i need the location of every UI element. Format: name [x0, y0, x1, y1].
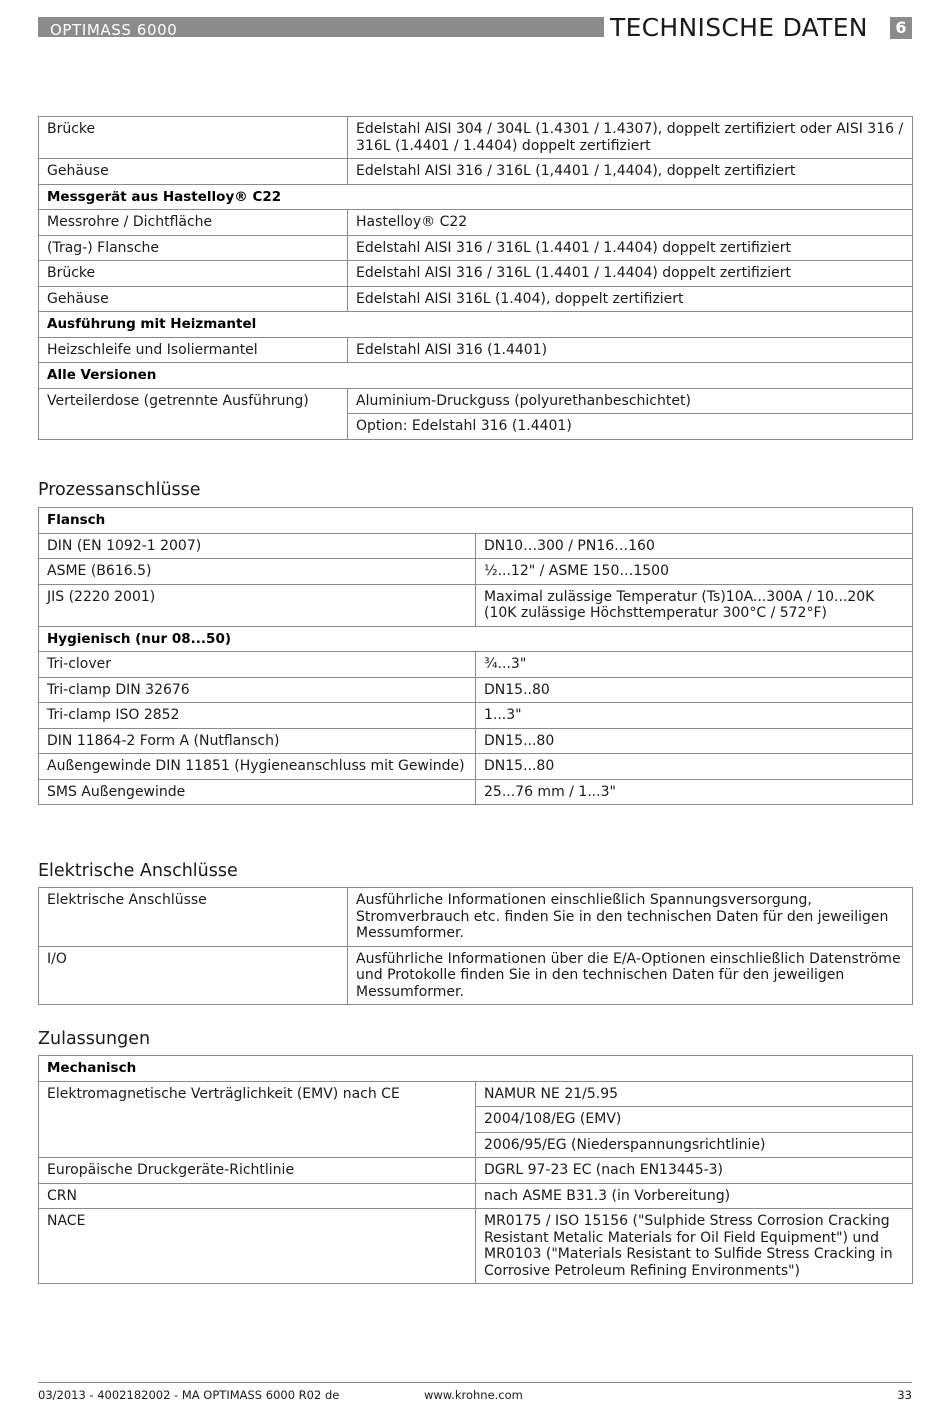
row-value: MR0175 / ISO 15156 ("Sulphide Stress Corrosion Cracking Resistant Metalic Materials for Oil Field Equipment") und MR0103 ("Materials Resistant to Sulfide Stress Cracking in Corrosive Petroleum Refining Environments"): [476, 1209, 913, 1284]
materials-table: [38, 116, 913, 440]
table-row: [39, 337, 913, 363]
row-label: DIN (EN 1092-1 2007): [39, 533, 476, 559]
row-label: (Trag-) Flansche: [39, 235, 348, 261]
group-header-row: [39, 184, 913, 210]
group-header: [39, 626, 913, 652]
row-label: ASME (B616.5): [39, 559, 476, 585]
row-value: Ausführliche Informationen einschließlich Spannungsversorgung, Stromverbrauch etc. finden Sie in den technischen Daten für den jeweiligen Messumformer.: [348, 888, 913, 947]
row-value: Edelstahl AISI 316 (1.4401): [348, 337, 913, 363]
table-row: [39, 754, 913, 780]
row-value: Edelstahl AISI 304 / 304L (1.4301 / 1.4307), doppelt zertifiziert oder AISI 316 / 316L (1.4401 / 1.4404) doppelt zertifiziert: [348, 117, 913, 159]
group-header: [39, 508, 913, 534]
group-header-row: [39, 508, 913, 534]
table-row: [39, 584, 913, 626]
page-header: [38, 14, 912, 42]
row-value: 2006/95/EG (Niederspannungsrichtlinie): [476, 1132, 913, 1158]
row-label: Messrohre / Dichtfläche: [39, 210, 348, 236]
row-value: Edelstahl AISI 316 / 316L (1.4401 / 1.4404) doppelt zertifiziert: [348, 235, 913, 261]
header-bar: [38, 17, 604, 37]
row-label: Gehäuse: [39, 286, 348, 312]
group-header: [39, 312, 913, 338]
table-row: [39, 159, 913, 185]
group-header: [39, 363, 913, 389]
row-label: CRN: [39, 1183, 476, 1209]
table-row: [39, 1158, 913, 1184]
table-row: [39, 888, 913, 947]
row-value: 2004/108/EG (EMV): [476, 1107, 913, 1133]
section-title-electrical: Elektrische Anschlüsse: [38, 861, 238, 881]
row-value: Maximal zulässige Temperatur (Ts)10A...300A / 10...20K (10K zulässige Höchsttemperatur 300°C / 572°F): [476, 584, 913, 626]
table-row: [39, 728, 913, 754]
table-row: [39, 1209, 913, 1284]
row-value: Aluminium-Druckguss (polyurethanbeschichtet): [348, 388, 913, 414]
table-row: [39, 559, 913, 585]
table-row: [39, 388, 913, 414]
group-header-label: Ausführung mit Heizmantel: [47, 316, 257, 332]
row-value: ¾...3": [476, 652, 913, 678]
footer-divider: [38, 1382, 912, 1383]
electrical-connections-table: [38, 887, 913, 1005]
group-header-row: [39, 312, 913, 338]
row-label: DIN 11864-2 Form A (Nutflansch): [39, 728, 476, 754]
row-value: DN15..80: [476, 677, 913, 703]
row-value: DN15...80: [476, 754, 913, 780]
section-title-approvals: Zulassungen: [38, 1029, 151, 1049]
group-header-row: [39, 1056, 913, 1082]
table-row: [39, 677, 913, 703]
row-value: Hastelloy® C22: [348, 210, 913, 236]
row-label: Heizschleife und Isoliermantel: [39, 337, 348, 363]
row-label: Elektrische Anschlüsse: [39, 888, 348, 947]
row-label: I/O: [39, 946, 348, 1005]
row-label: Elektromagnetische Verträglichkeit (EMV) nach CE: [39, 1081, 476, 1158]
row-label: Tri-clover: [39, 652, 476, 678]
row-label: JIS (2220 2001): [39, 584, 476, 626]
row-value: Option: Edelstahl 316 (1.4401): [348, 414, 913, 440]
table-row: [39, 261, 913, 287]
row-label: Verteilerdose (getrennte Ausführung): [39, 388, 348, 439]
row-label: Tri-clamp ISO 2852: [39, 703, 476, 729]
row-value: ½...12" / ASME 150…1500: [476, 559, 913, 585]
group-header-row: [39, 363, 913, 389]
row-value: DN15...80: [476, 728, 913, 754]
process-connections-table: [38, 507, 913, 805]
approvals-table: [38, 1055, 913, 1284]
row-value: NAMUR NE 21/5.95: [476, 1081, 913, 1107]
table-row: [39, 946, 913, 1005]
chapter-badge: 6: [890, 17, 912, 39]
table-row: [39, 703, 913, 729]
row-value: 1...3": [476, 703, 913, 729]
header-product-name: OPTIMASS 6000: [50, 21, 178, 39]
table-row: [39, 533, 913, 559]
row-label: NACE: [39, 1209, 476, 1284]
table-row: [39, 1081, 913, 1107]
group-header-label: Hygienisch (nur 08...50): [47, 630, 232, 647]
page-number: 33: [897, 1388, 912, 1402]
footer-document-id: 03/2013 - 4002182002 - MA OPTIMASS 6000 R02 de: [38, 1388, 340, 1402]
row-value: Edelstahl AISI 316 / 316L (1.4401 / 1.4404) doppelt zertifiziert: [348, 261, 913, 287]
row-value: Ausführliche Informationen über die E/A-Optionen einschließlich Datenströme und Protokolle finden Sie in den technischen Daten für den jeweiligen Messumformer.: [348, 946, 913, 1005]
row-value: nach ASME B31.3 (in Vorbereitung): [476, 1183, 913, 1209]
row-label: Brücke: [39, 117, 348, 159]
table-row: [39, 286, 913, 312]
row-label: Brücke: [39, 261, 348, 287]
row-label: Außengewinde DIN 11851 (Hygieneanschluss mit Gewinde): [39, 754, 476, 780]
row-label: Europäische Druckgeräte-Richtlinie: [39, 1158, 476, 1184]
header-section-title: TECHNISCHE DATEN: [610, 13, 868, 42]
group-header-label: Alle Versionen: [47, 367, 157, 383]
row-value: DN10…300 / PN16…160: [476, 533, 913, 559]
table-row: [39, 117, 913, 159]
row-value: Edelstahl AISI 316 / 316L (1,4401 / 1,4404), doppelt zertifiziert: [348, 159, 913, 185]
row-label: Gehäuse: [39, 159, 348, 185]
table-row: [39, 210, 913, 236]
table-row: [39, 779, 913, 805]
group-header: [39, 1056, 913, 1082]
group-header-label: Mechanisch: [47, 1060, 137, 1076]
footer-website-link[interactable]: www.krohne.com: [424, 1388, 523, 1402]
table-row: [39, 652, 913, 678]
table-row: [39, 1183, 913, 1209]
section-title-process: Prozessanschlüsse: [38, 480, 201, 500]
table-row: [39, 235, 913, 261]
row-value: 25...76 mm / 1...3": [476, 779, 913, 805]
row-value: DGRL 97-23 EC (nach EN13445-3): [476, 1158, 913, 1184]
row-label: Tri-clamp DIN 32676: [39, 677, 476, 703]
group-header: [39, 184, 913, 210]
group-header-label: Messgerät aus Hastelloy® C22: [47, 188, 282, 205]
group-header-row: [39, 626, 913, 652]
row-label: SMS Außengewinde: [39, 779, 476, 805]
group-header-label: Flansch: [47, 512, 106, 528]
row-value: Edelstahl AISI 316L (1.404), doppelt zertifiziert: [348, 286, 913, 312]
